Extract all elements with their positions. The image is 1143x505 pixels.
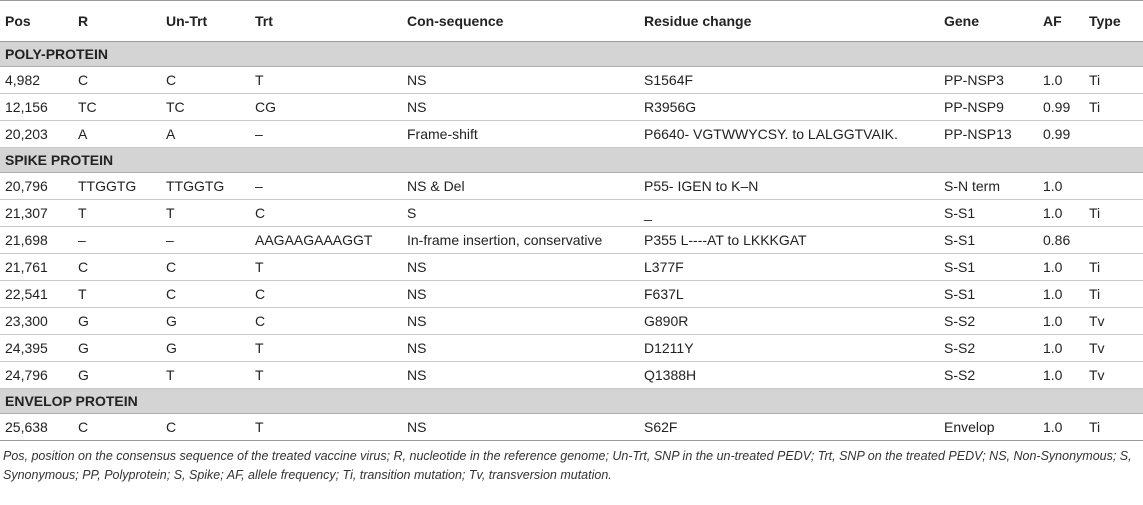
table-cell: T <box>161 200 250 227</box>
table-cell <box>1084 173 1143 200</box>
table-cell: T <box>161 362 250 389</box>
table-cell: T <box>250 335 402 362</box>
table-row <box>0 281 1143 308</box>
table-cell: TC <box>73 94 161 121</box>
table-row <box>0 173 1143 200</box>
table-cell <box>1084 121 1143 148</box>
table-cell: TTGGTG <box>73 173 161 200</box>
table-cell: T <box>250 362 402 389</box>
table-cell: S-S2 <box>939 335 1038 362</box>
table-cell: NS <box>402 281 639 308</box>
table-cell: 12,156 <box>0 94 73 121</box>
table-row <box>0 227 1143 254</box>
table-cell: TTGGTG <box>161 173 250 200</box>
table-cell: C <box>73 254 161 281</box>
table-cell: C <box>250 308 402 335</box>
table-cell: S-S1 <box>939 200 1038 227</box>
table-cell: In-frame insertion, conservative <box>402 227 639 254</box>
section-title: SPIKE PROTEIN <box>0 148 1143 173</box>
table-cell: D1211Y <box>639 335 939 362</box>
table-cell: Tv <box>1084 308 1143 335</box>
table-cell: 21,307 <box>0 200 73 227</box>
table-cell: NS <box>402 414 639 441</box>
table-cell: 24,796 <box>0 362 73 389</box>
section-header-row <box>0 42 1143 67</box>
table-cell: G <box>161 335 250 362</box>
table-cell: G <box>161 308 250 335</box>
table-cell: L377F <box>639 254 939 281</box>
table-cell: PP-NSP9 <box>939 94 1038 121</box>
table-cell: P355 L----AT to LKKKGAT <box>639 227 939 254</box>
table-cell: S1564F <box>639 67 939 94</box>
table-cell: 22,541 <box>0 281 73 308</box>
table-cell: TC <box>161 94 250 121</box>
table-cell: S-S1 <box>939 281 1038 308</box>
table-cell: T <box>250 414 402 441</box>
table-cell: Ti <box>1084 200 1143 227</box>
table-footnote: Pos, position on the consensus sequence of the treated vaccine virus; R, nucleotide in the reference genome; Un-Trt, SNP in the un-treated PEDV; Trt, SNP on the treated PEDV; NS, Non-Synonymous; S, Synonymous; PP, Polyprotein; S, Spike; AF, allele frequency; Ti, transition mutation; Tv, transversion mutation. <box>3 449 1132 482</box>
table-row <box>0 121 1143 148</box>
table-cell: 1.0 <box>1038 173 1084 200</box>
table-cell: NS <box>402 308 639 335</box>
table-row <box>0 200 1143 227</box>
section-title: ENVELOP PROTEIN <box>0 389 1143 414</box>
table-cell: 20,203 <box>0 121 73 148</box>
column-header: Gene <box>939 1 1038 42</box>
table-cell: Q1388H <box>639 362 939 389</box>
table-cell: T <box>73 200 161 227</box>
table-cell: C <box>250 200 402 227</box>
table-cell: G <box>73 362 161 389</box>
table-cell: PP-NSP13 <box>939 121 1038 148</box>
table-cell: Frame-shift <box>402 121 639 148</box>
table-cell: 0.86 <box>1038 227 1084 254</box>
table-cell: 0.99 <box>1038 121 1084 148</box>
table-cell: 23,300 <box>0 308 73 335</box>
table-cell: 25,638 <box>0 414 73 441</box>
table-cell: A <box>73 121 161 148</box>
table-cell: Ti <box>1084 254 1143 281</box>
table-body <box>0 42 1143 441</box>
column-header: Type <box>1084 1 1143 42</box>
table-cell: Ti <box>1084 67 1143 94</box>
table-cell: – <box>250 121 402 148</box>
section-header-row <box>0 148 1143 173</box>
table-cell: 24,395 <box>0 335 73 362</box>
column-header: Residue change <box>639 1 939 42</box>
table-cell: _ <box>639 200 939 227</box>
table-cell: 1.0 <box>1038 67 1084 94</box>
table-cell: 1.0 <box>1038 254 1084 281</box>
table-cell: T <box>250 67 402 94</box>
table-cell: S-S1 <box>939 254 1038 281</box>
table-cell: G <box>73 335 161 362</box>
table-cell: P55- IGEN to K–N <box>639 173 939 200</box>
table-cell: G <box>73 308 161 335</box>
column-header: Pos <box>0 1 73 42</box>
table-cell: NS <box>402 254 639 281</box>
table-cell <box>1084 227 1143 254</box>
table-cell: Tv <box>1084 335 1143 362</box>
table-cell: S <box>402 200 639 227</box>
column-header: Con-sequence <box>402 1 639 42</box>
table-cell: 1.0 <box>1038 200 1084 227</box>
table-row <box>0 67 1143 94</box>
table-cell: C <box>250 281 402 308</box>
table-cell: C <box>161 281 250 308</box>
table-cell: NS <box>402 67 639 94</box>
table-cell: Ti <box>1084 94 1143 121</box>
section-title: POLY-PROTEIN <box>0 42 1143 67</box>
table-cell: NS <box>402 362 639 389</box>
table-cell: Ti <box>1084 414 1143 441</box>
table-cell: S-S2 <box>939 362 1038 389</box>
table-cell: 1.0 <box>1038 335 1084 362</box>
table-row <box>0 94 1143 121</box>
table-cell: 20,796 <box>0 173 73 200</box>
table-cell: 21,698 <box>0 227 73 254</box>
column-header: R <box>73 1 161 42</box>
table-cell: – <box>73 227 161 254</box>
table-cell: Tv <box>1084 362 1143 389</box>
table-cell: CG <box>250 94 402 121</box>
table-cell: 1.0 <box>1038 308 1084 335</box>
table-cell: R3956G <box>639 94 939 121</box>
table-cell: F637L <box>639 281 939 308</box>
table-cell: S-S1 <box>939 227 1038 254</box>
table-cell: C <box>161 254 250 281</box>
table-cell: S-N term <box>939 173 1038 200</box>
table-cell: C <box>161 67 250 94</box>
table-cell: – <box>161 227 250 254</box>
table-cell: S-S2 <box>939 308 1038 335</box>
table-cell: T <box>250 254 402 281</box>
table-cell: P6640- VGTWWYCSY. to LALGGTVAIK. <box>639 121 939 148</box>
table-row <box>0 362 1143 389</box>
table-cell: NS & Del <box>402 173 639 200</box>
table-row <box>0 254 1143 281</box>
table-cell: 1.0 <box>1038 281 1084 308</box>
table-cell: C <box>73 414 161 441</box>
column-header: AF <box>1038 1 1084 42</box>
table-cell: 21,761 <box>0 254 73 281</box>
table-cell: A <box>161 121 250 148</box>
column-header: Un-Trt <box>161 1 250 42</box>
table-row <box>0 414 1143 441</box>
table-cell: 4,982 <box>0 67 73 94</box>
column-header: Trt <box>250 1 402 42</box>
table-cell: T <box>73 281 161 308</box>
table-cell: C <box>161 414 250 441</box>
table-cell: NS <box>402 335 639 362</box>
table-cell: Ti <box>1084 281 1143 308</box>
table-row <box>0 308 1143 335</box>
section-header-row <box>0 389 1143 414</box>
header-row <box>0 1 1143 42</box>
table-cell: 0.99 <box>1038 94 1084 121</box>
table-cell: AAGAAGAAAGGT <box>250 227 402 254</box>
table-cell: 1.0 <box>1038 362 1084 389</box>
table-cell: NS <box>402 94 639 121</box>
table-cell: PP-NSP3 <box>939 67 1038 94</box>
table-cell: – <box>250 173 402 200</box>
table-cell: Envelop <box>939 414 1038 441</box>
table-row <box>0 335 1143 362</box>
table-cell: G890R <box>639 308 939 335</box>
table-cell: S62F <box>639 414 939 441</box>
table-cell: C <box>73 67 161 94</box>
table-cell: 1.0 <box>1038 414 1084 441</box>
